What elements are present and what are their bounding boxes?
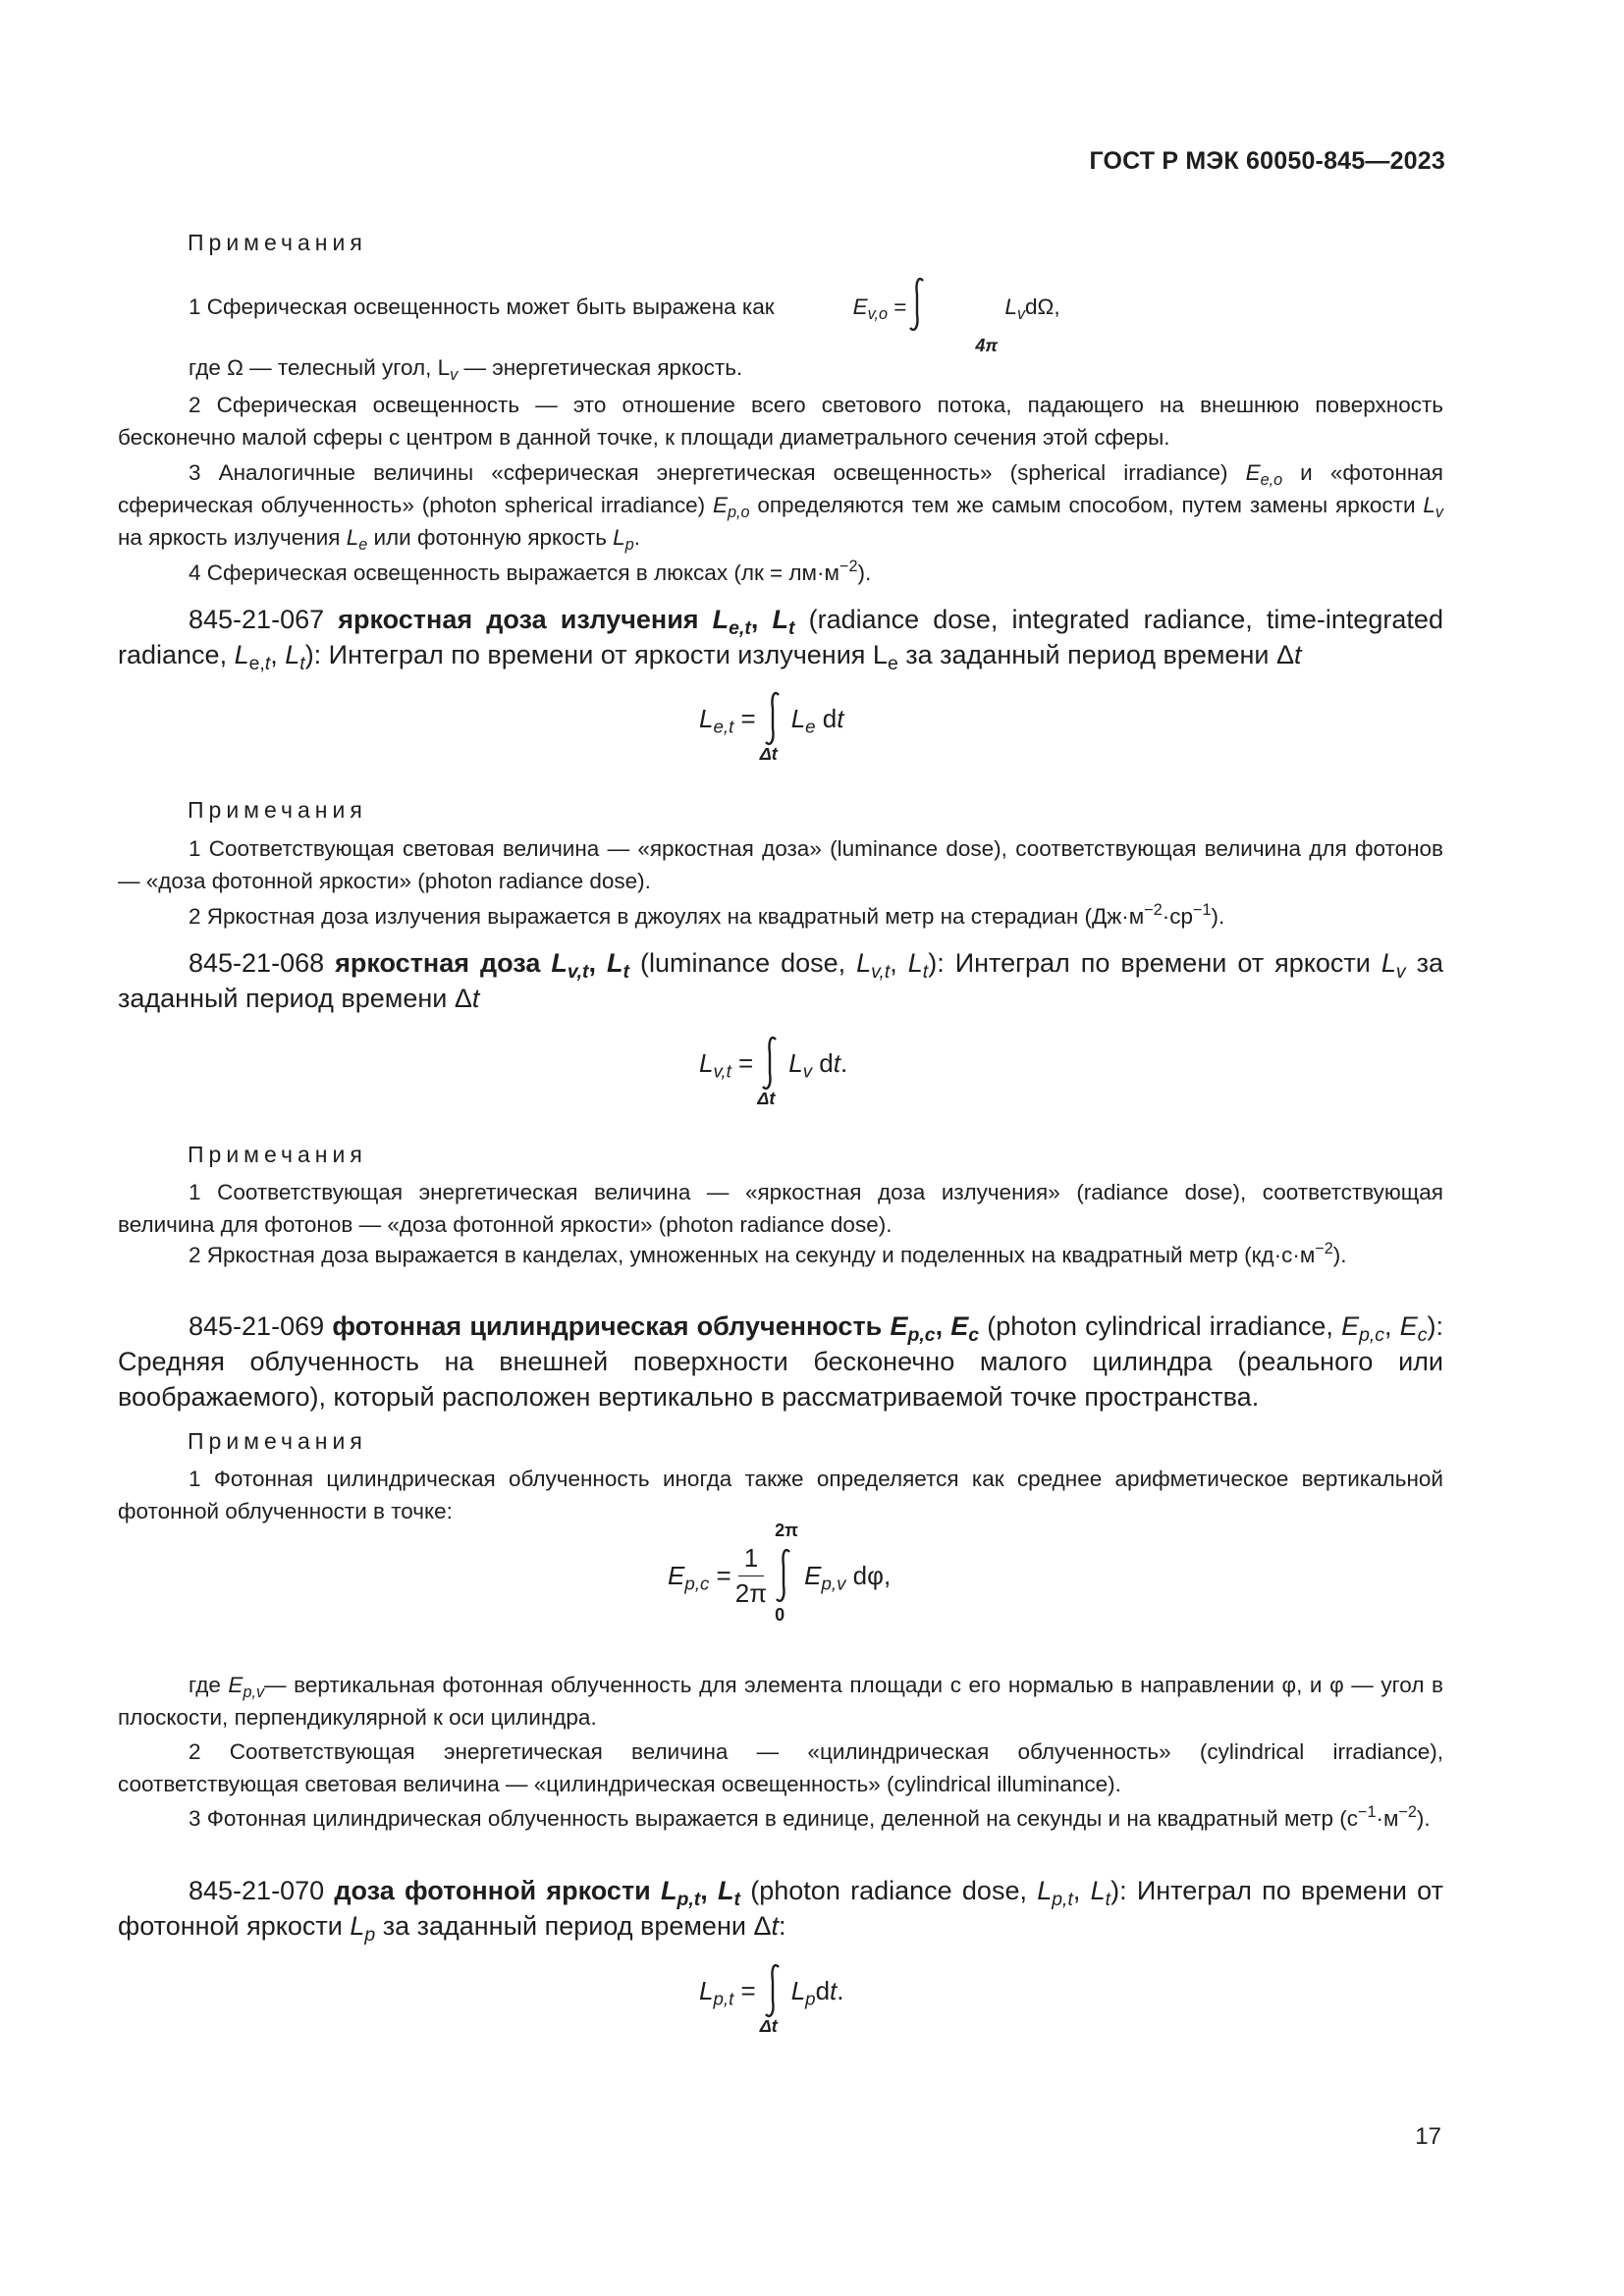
term-number: 845-21-067 (189, 605, 325, 634)
notes-heading: Примечания (188, 1428, 367, 1454)
term-definition: (photon cylindrical irradiance, (979, 1311, 1342, 1341)
term-845-21-069: 845-21-069 фотонная цилиндрическая облученность $E_{p,c}$, $E_c$ (photon cylindrical irradiance, $E_{p,c}$, $E_c$): Средняя облученность на внешней поверхности бесконечно малого цилиндра (реального или воображаемого), который расположен вертикально в рассматриваемой точке пространства. (118, 1311, 1443, 1412)
formula-spherical: $E_{v,o}$ = (852, 294, 907, 323)
term-title: фотонная цилиндрическая облученность (332, 1311, 883, 1341)
note-069-3: 3 Фотонная цилиндрическая облученность выражается в единице, деленной на секунды и на квадратный метр $(с^{-1}\cdot м^{-2})$. (189, 1803, 1431, 1831)
document-header: ГОСТ Р МЭК 60050-845—2023 (1089, 147, 1445, 175)
note-067-2: 2 Яркостная доза излучения выражается в джоулях на квадратный метр на стерадиан $(Дж\cdot м^{-2}\cdot ср^{-1})$. (189, 901, 1225, 929)
note-069-1 (118, 1463, 1443, 1527)
note-text: 2 Соответствующая энергетическая величина — «цилиндрическая облученность» (cylindrical irradiance), соответствующая световая величина — «цилиндрическая освещенность» (cylindrical illuminance). (118, 1739, 1443, 1796)
term-definition: ): Интеграл по времени от яркости (928, 948, 1381, 978)
note-text: определяются тем же самым способом, путем замены яркости (749, 493, 1424, 517)
note-text: 1 Фотонная цилиндрическая облученность иногда также определяется как среднее арифметическое вертикальной фотонной облученности в точке: (118, 1467, 1443, 1523)
notes-heading: Примечания (188, 797, 367, 823)
term-title: яркостная доза излучения (338, 605, 699, 634)
note-069-2 (118, 1735, 1443, 1800)
integral-sign-icon: Δt (759, 1036, 781, 1091)
term-definition: ): Средняя облученность на внешней поверхности бесконечно малого цилиндра (реального или воображаемого), который расположен вертикально в рассматриваемой точке пространства. (118, 1311, 1443, 1412)
note-text: где (189, 1673, 229, 1697)
term-definition: за заданный период времени Δ (118, 948, 1443, 1013)
note-spherical-3: 3 Аналогичные величины «сферическая энергетическая освещенность» (spherical irradiance) $E_{e,o}$ и «фотонная сферическая облученность» (photon spherical irradiance) $E_{p,o}$ определяются тем же самым способом, путем замены яркости $L_v$ на яркость излучения $L_e$ или фотонную яркость $L_p$. (118, 460, 1443, 554)
term-title: яркостная доза (335, 948, 541, 978)
term-number: 845-21-068 (189, 948, 325, 978)
term-title: доза фотонной яркости (334, 1876, 651, 1905)
note-spherical-1-continuation: где Ω — телесный угол, $L_v$ — энергетическая яркость. (189, 355, 743, 384)
term-definition: ): Интеграл по времени от яркости излучения L (304, 640, 888, 669)
term-definition: (luminance dose, (629, 948, 857, 978)
notes-heading: Примечания (188, 1142, 367, 1167)
term-number: 845-21-070 (189, 1876, 325, 1905)
note-text: и «фотонная сферическая облученность» (photon spherical irradiance) (118, 460, 1443, 517)
note-text: 2 Яркостная доза выражается в канделах, умноженных на секунду и поделенных на квадратный метр (кд·с·м (189, 1243, 1316, 1267)
formula-radiance-dose: $L_{e,t}$ = Δt $L_e$ dt (699, 691, 843, 746)
note-text: — вертикальная фотонная облученность для элемента площади с его нормалью в направлении φ, и φ — угол в плоскости, перпендикулярной к оси цилиндра. (118, 1673, 1443, 1730)
note-spherical-1: 1 Сферическая освещенность может быть выражена как $E_{v,o}$ = 4π $L_vd\Omega$, (118, 277, 1443, 336)
integral-sign-icon: Δt (762, 691, 784, 746)
integral-sign-icon: Δt (762, 1963, 784, 2018)
formula-luminance-dose: $L_{v,t}$ = Δt $L_v$ dt. (699, 1036, 847, 1091)
note-text: или фотонную яркость (367, 525, 614, 550)
term-number: 845-21-069 (189, 1311, 325, 1341)
notes-heading: Примечания (188, 230, 367, 255)
note-067-1 (118, 832, 1443, 897)
note-text: 4 Сферическая освещенность выражается в люксах (лк = лм·м (189, 561, 839, 585)
term-definition: за заданный период времени Δ (897, 640, 1295, 669)
note-text: 3 Фотонная цилиндрическая облученность выражается в единице, деленной на секунды и на квадратный метр (с (189, 1806, 1358, 1831)
note-text: на яркость излучения (118, 525, 347, 550)
term-845-21-070: 845-21-070 доза фотонной яркости $L_{p,t}$, $L_t$ (photon radiance dose, $L_{p,t}$, $L_t$): Интеграл по времени от фотонной яркости $L_p$ за заданный период времени Δt: (118, 1876, 1443, 1946)
integral-sign-icon: 4π (906, 277, 928, 336)
note-text: 1 Сферическая освещенность может быть выражена как (189, 294, 775, 319)
term-definition: (radiance dose, integrated radiance, time-integrated radiance, (118, 605, 1443, 669)
term-definition: ): Интеграл по времени от фотонной яркости (118, 1876, 1443, 1941)
note-text: 2 Яркостная доза излучения выражается в джоулях на квадратный метр на стерадиан (Дж·м (189, 904, 1145, 929)
page-number: 17 (1415, 2123, 1441, 2150)
note-069-1-continuation: где $E_{p,v}—$ вертикальная фотонная облученность для элемента площади с его нормалью в направлении φ, и φ — угол в плоскости, перпендикулярной к оси цилиндра. (118, 1673, 1443, 1730)
formula-cylindrical: $E_{p,c}$ = $\frac{1}{2\pi}$ 2π 0 $E_{p,v}$ dφ, (668, 1520, 892, 1625)
note-text: 1 Соответствующая световая величина — «яркостная доза» (luminance dose), соответствующая величина для фотонов — «доза фотонной яркости» (photon radiance dose). (118, 836, 1443, 893)
formula-photon-radiance-dose: $L_{p,t}$ = Δt $L_pdt$. (699, 1963, 844, 2018)
integral-sign-icon: 2π 0 (775, 1520, 798, 1625)
note-text: где Ω — телесный угол, L (189, 355, 451, 380)
note-068-2: 2 Яркостная доза выражается в канделах, умноженных на секунду и поделенных на квадратный метр $(кд\cdot с\cdot м^{-2})$. (189, 1240, 1347, 1267)
term-845-21-068: 845-21-068 яркостная доза $L_{v,t}$, $L_t$ (luminance dose, $L_{v,t}$, $L_t$): Интеграл по времени от яркости $L_v$ за заданный период времени Δt (118, 948, 1443, 1013)
note-spherical-4: 4 Сферическая освещенность выражается в люксах $(лк = лм\cdot м^{-2})$. (189, 558, 872, 585)
note-text: — энергетическая яркость. (458, 355, 743, 380)
note-text: 2 Сферическая освещенность — это отношение всего светового потока, падающего на внешнюю поверхность бесконечно малой сферы с центром в данной точке, к площади диаметрального сечения этой сферы. (118, 393, 1443, 450)
term-845-21-067: 845-21-067 яркостная доза излучения $L_{e,t}$, $L_t$ (radiance dose, integrated radiance, time-integrated radiance, $L_{e,t}$, $L_t$): Интеграл по времени от яркости излучения $L_e$ за заданный период времени Δt (118, 605, 1443, 674)
note-068-1 (118, 1176, 1443, 1241)
note-text: 3 Аналогичные величины «сферическая энергетическая освещенность» (spherical irradiance) (189, 460, 1246, 485)
note-spherical-2 (118, 389, 1443, 454)
note-text: 1 Соответствующая энергетическая величина — «яркостная доза излучения» (radiance dose), соответствующая величина для фотонов — «доза фотонной яркости» (photon radiance dose). (118, 1180, 1443, 1237)
term-definition: за заданный период времени Δ (375, 1911, 772, 1941)
term-definition: (photon radiance dose, (740, 1876, 1038, 1905)
